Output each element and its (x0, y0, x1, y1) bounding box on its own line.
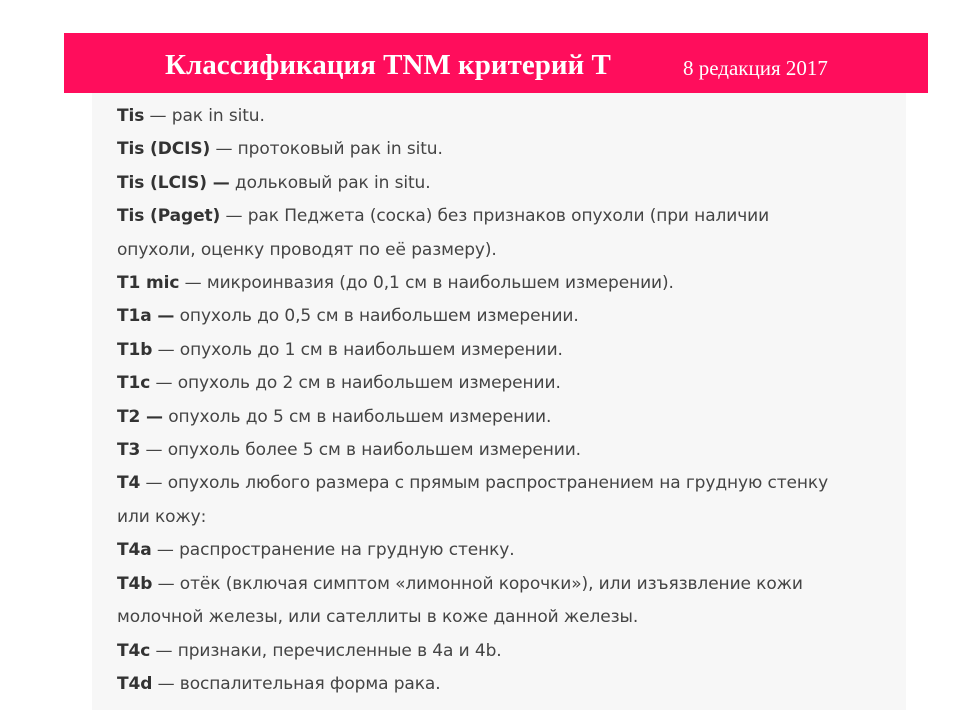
category-code: Tis (LCIS) — (117, 172, 230, 193)
category-code: T4 (117, 473, 141, 494)
category-description: — опухоль более 5 см в наибольшем измерении. (140, 440, 581, 461)
list-item (117, 200, 837, 267)
edition-subtitle: 8 редакция 2017 (683, 56, 828, 80)
list-item (117, 267, 837, 300)
list-item (117, 334, 837, 367)
category-code: T1b (117, 339, 153, 360)
list-item (117, 367, 837, 400)
category-description: дольковый рак in situ. (229, 172, 431, 193)
list-item (117, 635, 837, 668)
list-item (117, 300, 837, 333)
list-item (117, 467, 837, 534)
category-code: Tis (DCIS) (117, 139, 211, 160)
category-code: T1c (117, 373, 151, 394)
category-description: — протоковый рак in situ. (210, 139, 443, 160)
list-item (117, 668, 837, 701)
category-code: T4b (117, 573, 153, 594)
category-description: — опухоль любого размера с прямым распространением на грудную стенку или кожу: (117, 473, 829, 527)
category-code: T4d (117, 673, 153, 694)
list-item (117, 534, 837, 567)
classification-list (117, 100, 837, 701)
list-item (117, 167, 837, 200)
category-description: — микроинвазия (до 0,1 см в наибольшем измерении). (179, 273, 674, 294)
category-code: Tis (117, 106, 145, 126)
list-item (117, 401, 837, 434)
list-item (117, 133, 837, 166)
category-description: — признаки, перечисленные в 4a и 4b. (150, 640, 502, 661)
category-code: Tis (Paget) (117, 206, 221, 227)
category-code: T1 mic (117, 273, 180, 294)
category-description: — воспалительная форма рака. (152, 673, 441, 694)
category-description: — опухоль до 2 см в наибольшем измерении. (150, 373, 561, 394)
category-description: опухоль до 0,5 см в наибольшем измерении. (174, 306, 579, 327)
category-description: — рак in situ. (144, 106, 265, 126)
category-description: — рак Педжета (соска) без признаков опухоли (при наличии опухоли, оценку проводят по её размеру). (117, 206, 770, 260)
category-description: — отёк (включая симптом «лимонной корочки»), или изъязвление кожи молочной железы, или сателлиты в коже данной железы. (117, 573, 803, 628)
category-description: — опухоль до 1 см в наибольшем измерении. (152, 339, 563, 360)
category-code: T2 — (117, 406, 163, 427)
category-code: T4c (117, 640, 151, 661)
category-code: T3 (117, 440, 141, 461)
category-code: T1a — (117, 306, 175, 327)
category-description: — распространение на грудную стенку. (151, 540, 515, 561)
list-item (117, 100, 837, 133)
category-code: T4a (117, 540, 152, 561)
list-item (117, 434, 837, 467)
page-title: Классификация TNM критерий T (165, 49, 611, 81)
category-description: опухоль до 5 см в наибольшем измерении. (162, 406, 552, 427)
list-item (117, 568, 837, 635)
